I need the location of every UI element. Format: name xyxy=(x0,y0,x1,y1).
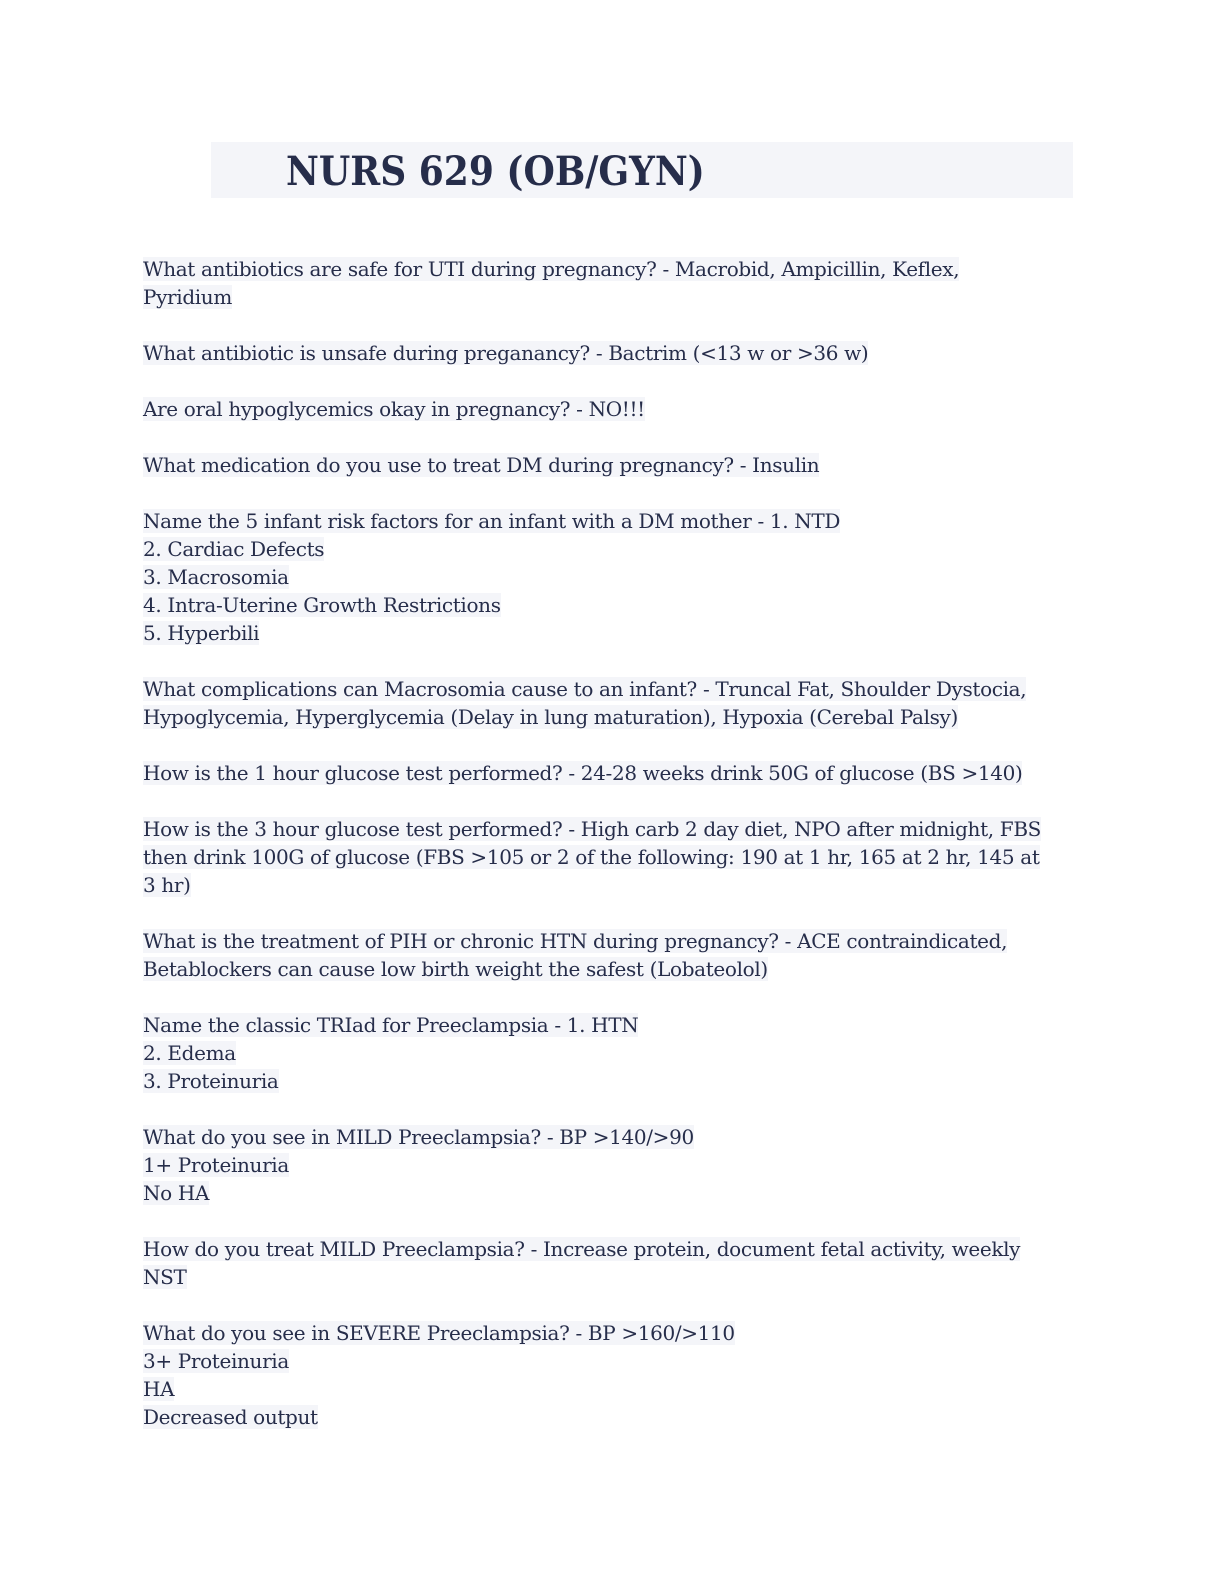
text-line: then drink 100G of glucose (FBS >105 or 2 of the following: 190 at 1 hr, 165 at 2 hr, 145 at xyxy=(143,845,1040,869)
text-line: What is the treatment of PIH or chronic HTN during pregnancy? - ACE contraindicated, xyxy=(143,929,1008,953)
text-line: 4. Intra-Uterine Growth Restrictions xyxy=(143,593,501,617)
text-line: What antibiotic is unsafe during preganancy? - Bactrim (<13 w or >36 w) xyxy=(143,341,869,365)
qa-item xyxy=(143,255,1073,311)
text-line: 5. Hyperbili xyxy=(143,621,260,645)
text-line: Betablockers can cause low birth weight the safest (Lobateolol) xyxy=(143,957,768,981)
text-line: NST xyxy=(143,1265,187,1289)
document-title: NURS 629 (OB/GYN) xyxy=(286,148,705,195)
text-line: How is the 3 hour glucose test performed? - High carb 2 day diet, NPO after midnight, FBS xyxy=(143,817,1042,841)
text-line: Pyridium xyxy=(143,285,232,309)
text-line: 1+ Proteinuria xyxy=(143,1153,289,1177)
qa-item xyxy=(143,815,1073,899)
text-line: What complications can Macrosomia cause to an infant? - Truncal Fat, Shoulder Dystocia, xyxy=(143,677,1027,701)
text-line: What do you see in SEVERE Preeclampsia? - BP >160/>110 xyxy=(143,1321,735,1345)
text-line: 3. Proteinuria xyxy=(143,1069,279,1093)
text-line: 2. Cardiac Defects xyxy=(143,537,325,561)
qa-item xyxy=(143,395,1073,423)
qa-item xyxy=(143,927,1073,983)
text-line: What medication do you use to treat DM during pregnancy? - Insulin xyxy=(143,453,820,477)
text-line: What do you see in MILD Preeclampsia? - BP >140/>90 xyxy=(143,1125,694,1149)
text-line: Name the classic TRIad for Preeclampsia - 1. HTN xyxy=(143,1013,639,1037)
qa-item xyxy=(143,507,1073,647)
text-line: What antibiotics are safe for UTI during pregnancy? - Macrobid, Ampicillin, Keflex, xyxy=(143,257,960,281)
qa-item xyxy=(143,1319,1073,1431)
text-line: How do you treat MILD Preeclampsia? - Increase protein, document fetal activity, weekly xyxy=(143,1237,1021,1261)
qa-item xyxy=(143,759,1073,787)
text-line: Name the 5 infant risk factors for an infant with a DM mother - 1. NTD xyxy=(143,509,841,533)
qa-item xyxy=(143,339,1073,367)
text-line: Decreased output xyxy=(143,1405,318,1429)
qa-item xyxy=(143,675,1073,731)
text-line: 3 hr) xyxy=(143,873,191,897)
qa-item xyxy=(143,1123,1073,1207)
text-line: 2. Edema xyxy=(143,1041,236,1065)
text-line: How is the 1 hour glucose test performed? - 24-28 weeks drink 50G of glucose (BS >140) xyxy=(143,761,1023,785)
qa-item xyxy=(143,1011,1073,1095)
text-line: Are oral hypoglycemics okay in pregnancy? - NO!!! xyxy=(143,397,645,421)
title-band xyxy=(211,142,1073,198)
qa-item xyxy=(143,451,1073,479)
text-line: 3. Macrosomia xyxy=(143,565,289,589)
text-line: HA xyxy=(143,1377,175,1401)
qa-item xyxy=(143,1235,1073,1291)
text-line: 3+ Proteinuria xyxy=(143,1349,289,1373)
text-line: Hypoglycemia, Hyperglycemia (Delay in lung maturation), Hypoxia (Cerebal Palsy) xyxy=(143,705,958,729)
text-line: No HA xyxy=(143,1181,210,1205)
document-body xyxy=(143,255,1073,1459)
